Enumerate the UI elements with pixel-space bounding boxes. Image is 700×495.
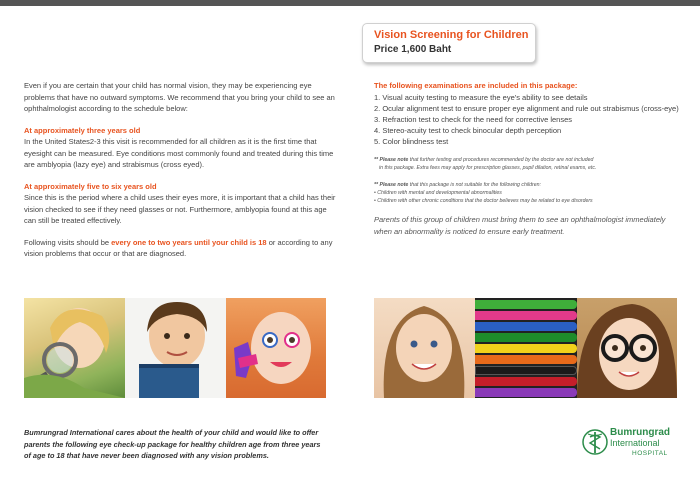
crayon (475, 377, 577, 386)
note1-text2: in this package. Extra fees may apply for prescription glasses, pupil dilation, retinal exams, etc. (379, 165, 597, 171)
crayon (475, 311, 577, 320)
right-column (374, 80, 682, 237)
bumrungrad-logo (582, 427, 682, 467)
followup-after: or according to any vision problems that occur or that are diagnosed. (24, 237, 333, 258)
left-column (24, 80, 336, 270)
smiling-girl-photo (374, 298, 475, 398)
note1-text: that further testing and procedures recommended by the doctor are not included (408, 157, 594, 163)
package-title-box (362, 23, 536, 63)
exam-item: 2. Ocular alignment test to ensure proper eye alignment and rule out strabismus (cross-eye) (374, 104, 679, 113)
followup-highlight: every one to two years until your child is 18 (111, 237, 267, 247)
bottom-statement: Bumrungrad International cares about the health of your child and would like to offer parents the following eye check-up package for healthy children age from three years of age to 18 that have never been diagnosed with any vision problems. (24, 428, 321, 460)
face-paint-girl-photo (226, 298, 326, 398)
exam-list (374, 92, 682, 147)
package-price: Price 1,600 Baht (374, 44, 452, 55)
exam-heading: The following examinations are included in this package: (374, 81, 578, 90)
crayon (475, 355, 577, 364)
section2-text: Since this is the period where a child uses their eyes more, it is important that a child has their vision checked to see if they need glasses or not. Furthermore, amblyopia found at this age can still be treated effectively. (24, 193, 336, 225)
followup-before: Following visits should be (24, 237, 112, 247)
logo-hospital: HOSPITAL (632, 450, 668, 457)
intro-paragraph: Even if you are certain that your child has normal vision, they may be experiencing eye problems that have no outward symptoms. We recommend that you bring your child to see an ophthalmologist according to the schedule below: (24, 81, 335, 113)
note2-item: • Children with other chronic conditions that the doctor believes may be related to eye disorders (374, 198, 593, 204)
glasses-girl-photo (577, 298, 677, 398)
note2-item: • Children with mental and developmental abnormalities (374, 190, 502, 196)
note2-text: that this package is not suitable for the following children: (408, 182, 541, 188)
logo-name: Bumrungrad (610, 427, 670, 438)
package-title: Vision Screening for Children (374, 29, 529, 41)
exam-item: 4. Stereo-acuity test to check binocular depth perception (374, 126, 562, 135)
followup-paragraph (24, 237, 336, 260)
logo-sub: International (610, 438, 660, 448)
crayons-photo (475, 298, 577, 398)
crayon (475, 300, 577, 309)
crayon (475, 388, 577, 397)
crayon (475, 322, 577, 331)
top-bar (0, 0, 700, 6)
crayon (475, 366, 577, 375)
section1-heading: At approximately three years old (24, 125, 141, 135)
note1-label: ** Please note (374, 157, 409, 163)
exam-item: 3. Refraction test to check for the need for corrective lenses (374, 115, 573, 124)
exam-item: 1. Visual acuity testing to measure the eye's ability to see details (374, 93, 588, 102)
crayon (475, 333, 577, 342)
note2-label: ** Please note (374, 182, 409, 188)
section2-heading: At approximately five to six years old (24, 181, 157, 191)
child-magnifier-photo (24, 298, 125, 398)
exam-item: 5. Color blindness test (374, 137, 449, 146)
section1-text: In the United States2-3 this visit is recommended for all children as it is the first time that eyesight can be measured. Eye conditions most commonly found and treated during this time are amblyopia (lazy eye) and strabismus (cross eyed). (24, 137, 334, 169)
note-2 (374, 181, 682, 205)
caduceus-icon (582, 429, 608, 455)
note-1 (374, 156, 682, 172)
crayon (475, 344, 577, 353)
boy-book-photo (125, 298, 226, 398)
closing-paragraph: Parents of this group of children must bring them to see an ophthalmologist immediately when an abnormality is noticed to ensure early treatment. (374, 215, 666, 236)
